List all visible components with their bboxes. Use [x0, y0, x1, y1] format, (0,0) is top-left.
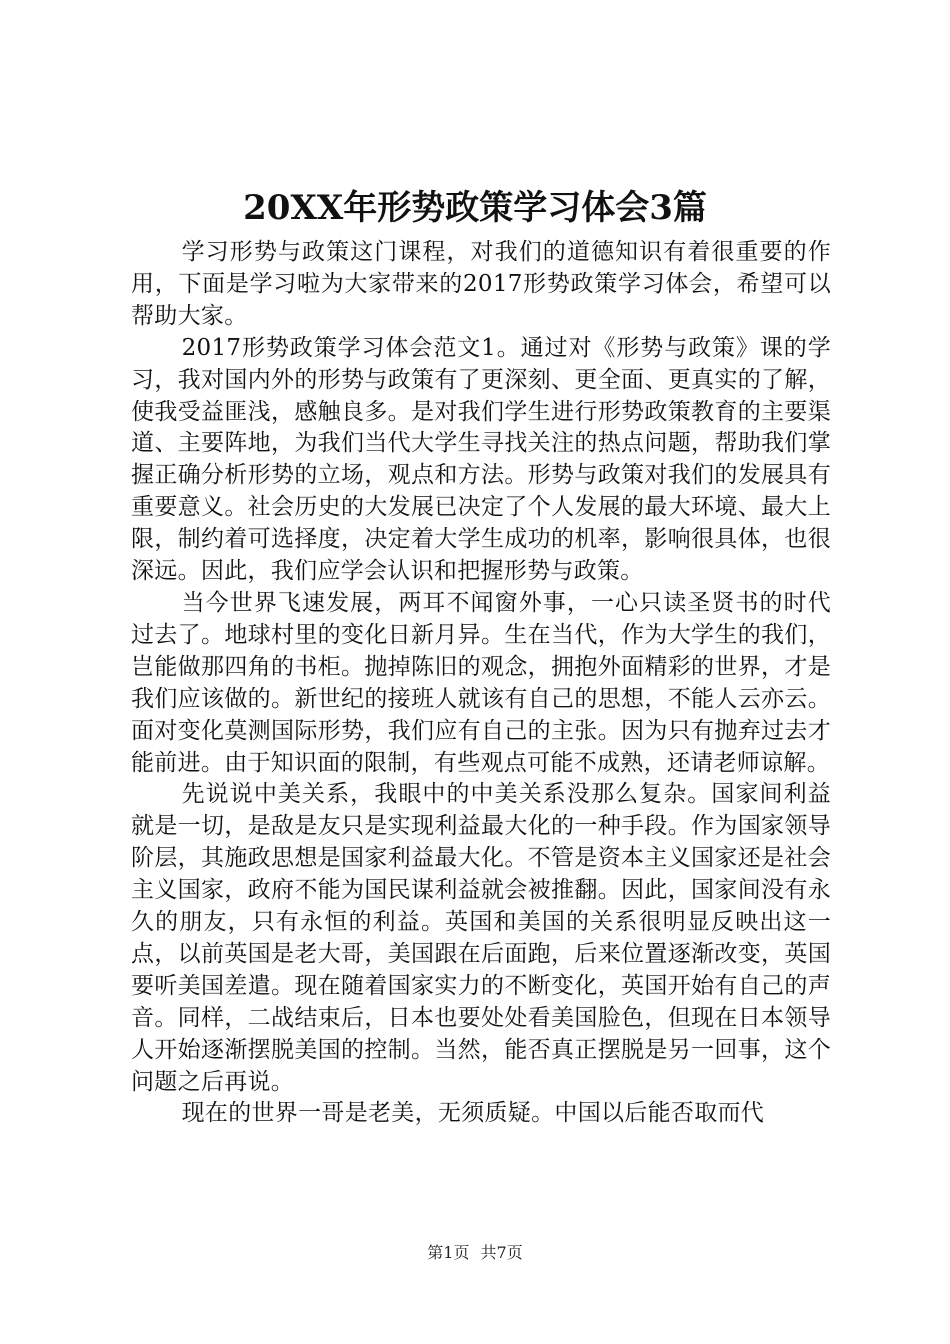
paragraph-intro: 学习形势与政策这门课程，对我们的道德知识有着很重要的作用，下面是学习啦为大家带来的2017形势政策学习体会，希望可以帮助大家。 [131, 239, 831, 329]
paragraph-world-leader: 现在的世界一哥是老美，无须质疑。中国以后能否取而代 [181, 1100, 765, 1127]
page-total: 共7页 [480, 1243, 523, 1262]
page-number: 第1页 [427, 1243, 470, 1262]
paragraph-china-us-relations: 先说说中美关系，我眼中的中美关系没那么复杂。国家间利益就是一切，是敌是友只是实现利益最大化的一种手段。作为国家领导阶层，其施政思想是国家利益最大化。不管是资本主义国家还是社会主义国家，政府不能为国民谋利益就会被推翻。因此，国家间没有永久的朋友，只有永恒的利益。英国和美国的关系很明显反映出这一点，以前英国是老大哥，美国跟在后面跑，后来位置逐渐改变，英国要听美国差遣。现在随着国家实力的不断变化，英国开始有自己的声音。同样，二战结束后，日本也要处处看美国脸色，但现在日本领导人开始逐渐摆脱美国的控制。当然，能否真正摆脱是另一回事，这个问题之后再说。 [131, 781, 831, 1095]
document-title: 20XX年形势政策学习体会3篇 [243, 188, 707, 228]
paragraph-essay-1: 2017形势政策学习体会范文1。通过对《形势与政策》课的学习，我对国内外的形势与政策有了更深刻、更全面、更真实的了解，使我受益匪浅，感触良多。是对我们学生进行形势政策教育的主要渠道、主要阵地，为我们当代大学生寻找关注的热点问题，帮助我们掌握正确分析形势的立场，观点和方法。形势与政策对我们的发展具有重要意义。社会历史的大发展已决定了个人发展的最大环境、最大上限，制约着可选择度，决定着大学生成功的机率，影响很具体，也很深远。因此，我们应学会认识和把握形势与政策。 [131, 334, 831, 585]
page-footer [0, 1243, 950, 1263]
paragraph-world-development: 当今世界飞速发展，两耳不闻窗外事，一心只读圣贤书的时代过去了。地球村里的变化日新月异。生在当代，作为大学生的我们，岂能做那四角的书柜。抛掉陈旧的观念，拥抱外面精彩的世界，才是我们应该做的。新世纪的接班人就该有自己的思想，不能人云亦云。面对变化莫测国际形势，我们应有自己的主张。因为只有抛弃过去才能前进。由于知识面的限制，有些观点可能不成熟，还请老师谅解。 [131, 589, 831, 776]
document-body [131, 237, 831, 1130]
